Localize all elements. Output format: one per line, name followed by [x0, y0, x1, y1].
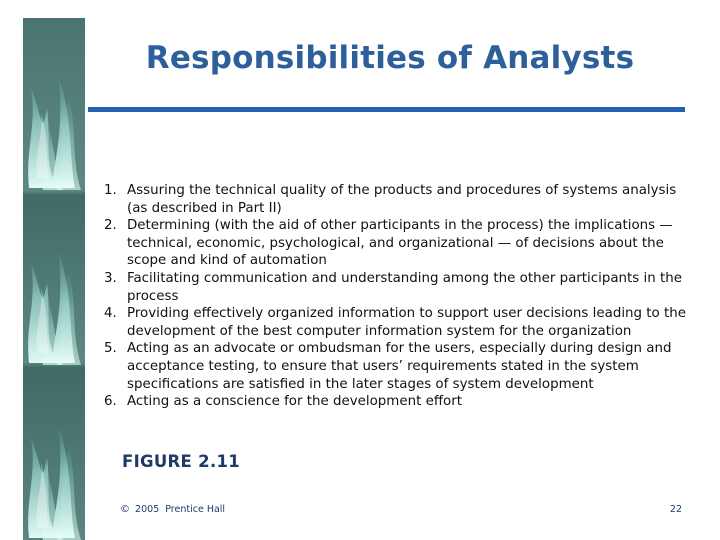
title-underline-rule	[88, 107, 685, 112]
list-item-text: Determining (with the aid of other participants in the process) the implications — technical, economic, psychological, and organizational — of decisions about the scope and kind of automation	[127, 218, 673, 269]
list-item	[104, 340, 694, 393]
list-item-text: Providing effectively organized information to support user decisions leading to the development of the best computer information system for the organization	[127, 306, 686, 339]
responsibilities-list	[104, 182, 694, 411]
list-item-text: Facilitating communication and understanding among the other participants in the process	[127, 270, 682, 304]
list-item-text: Assuring the technical quality of the products and procedures of systems analysis (as described in Part II)	[127, 183, 677, 216]
copyright-text: 2005 Prentice Hall	[135, 504, 226, 515]
list-item-text: Acting as an advocate or ombudsman for the users, especially during design and acceptance testing, to ensure that users’ requirements stated in the system specifications are satisfied in the later stages of system development	[127, 341, 672, 392]
list-item	[104, 393, 694, 411]
list-item	[104, 305, 694, 340]
copyright-icon: ©	[120, 504, 130, 515]
figure-label: FIGURE 2.11	[122, 452, 241, 471]
list-item-number: 3.	[104, 270, 117, 286]
slide-title: Responsibilities of Analysts	[145, 40, 635, 76]
page-number: 22	[669, 504, 682, 515]
list-item-number: 4.	[104, 306, 117, 322]
footer-copyright	[120, 504, 225, 515]
list-item-number: 5.	[104, 341, 117, 357]
list-item	[104, 217, 694, 270]
list-item	[104, 182, 694, 217]
list-item-number: 6.	[104, 394, 117, 410]
list-item-text: Acting as a conscience for the development effort	[127, 394, 462, 410]
list-item-number: 2.	[104, 218, 117, 234]
flame-sidebar-decoration	[23, 18, 85, 540]
list-item-number: 1.	[104, 183, 117, 198]
list-item	[104, 270, 694, 305]
